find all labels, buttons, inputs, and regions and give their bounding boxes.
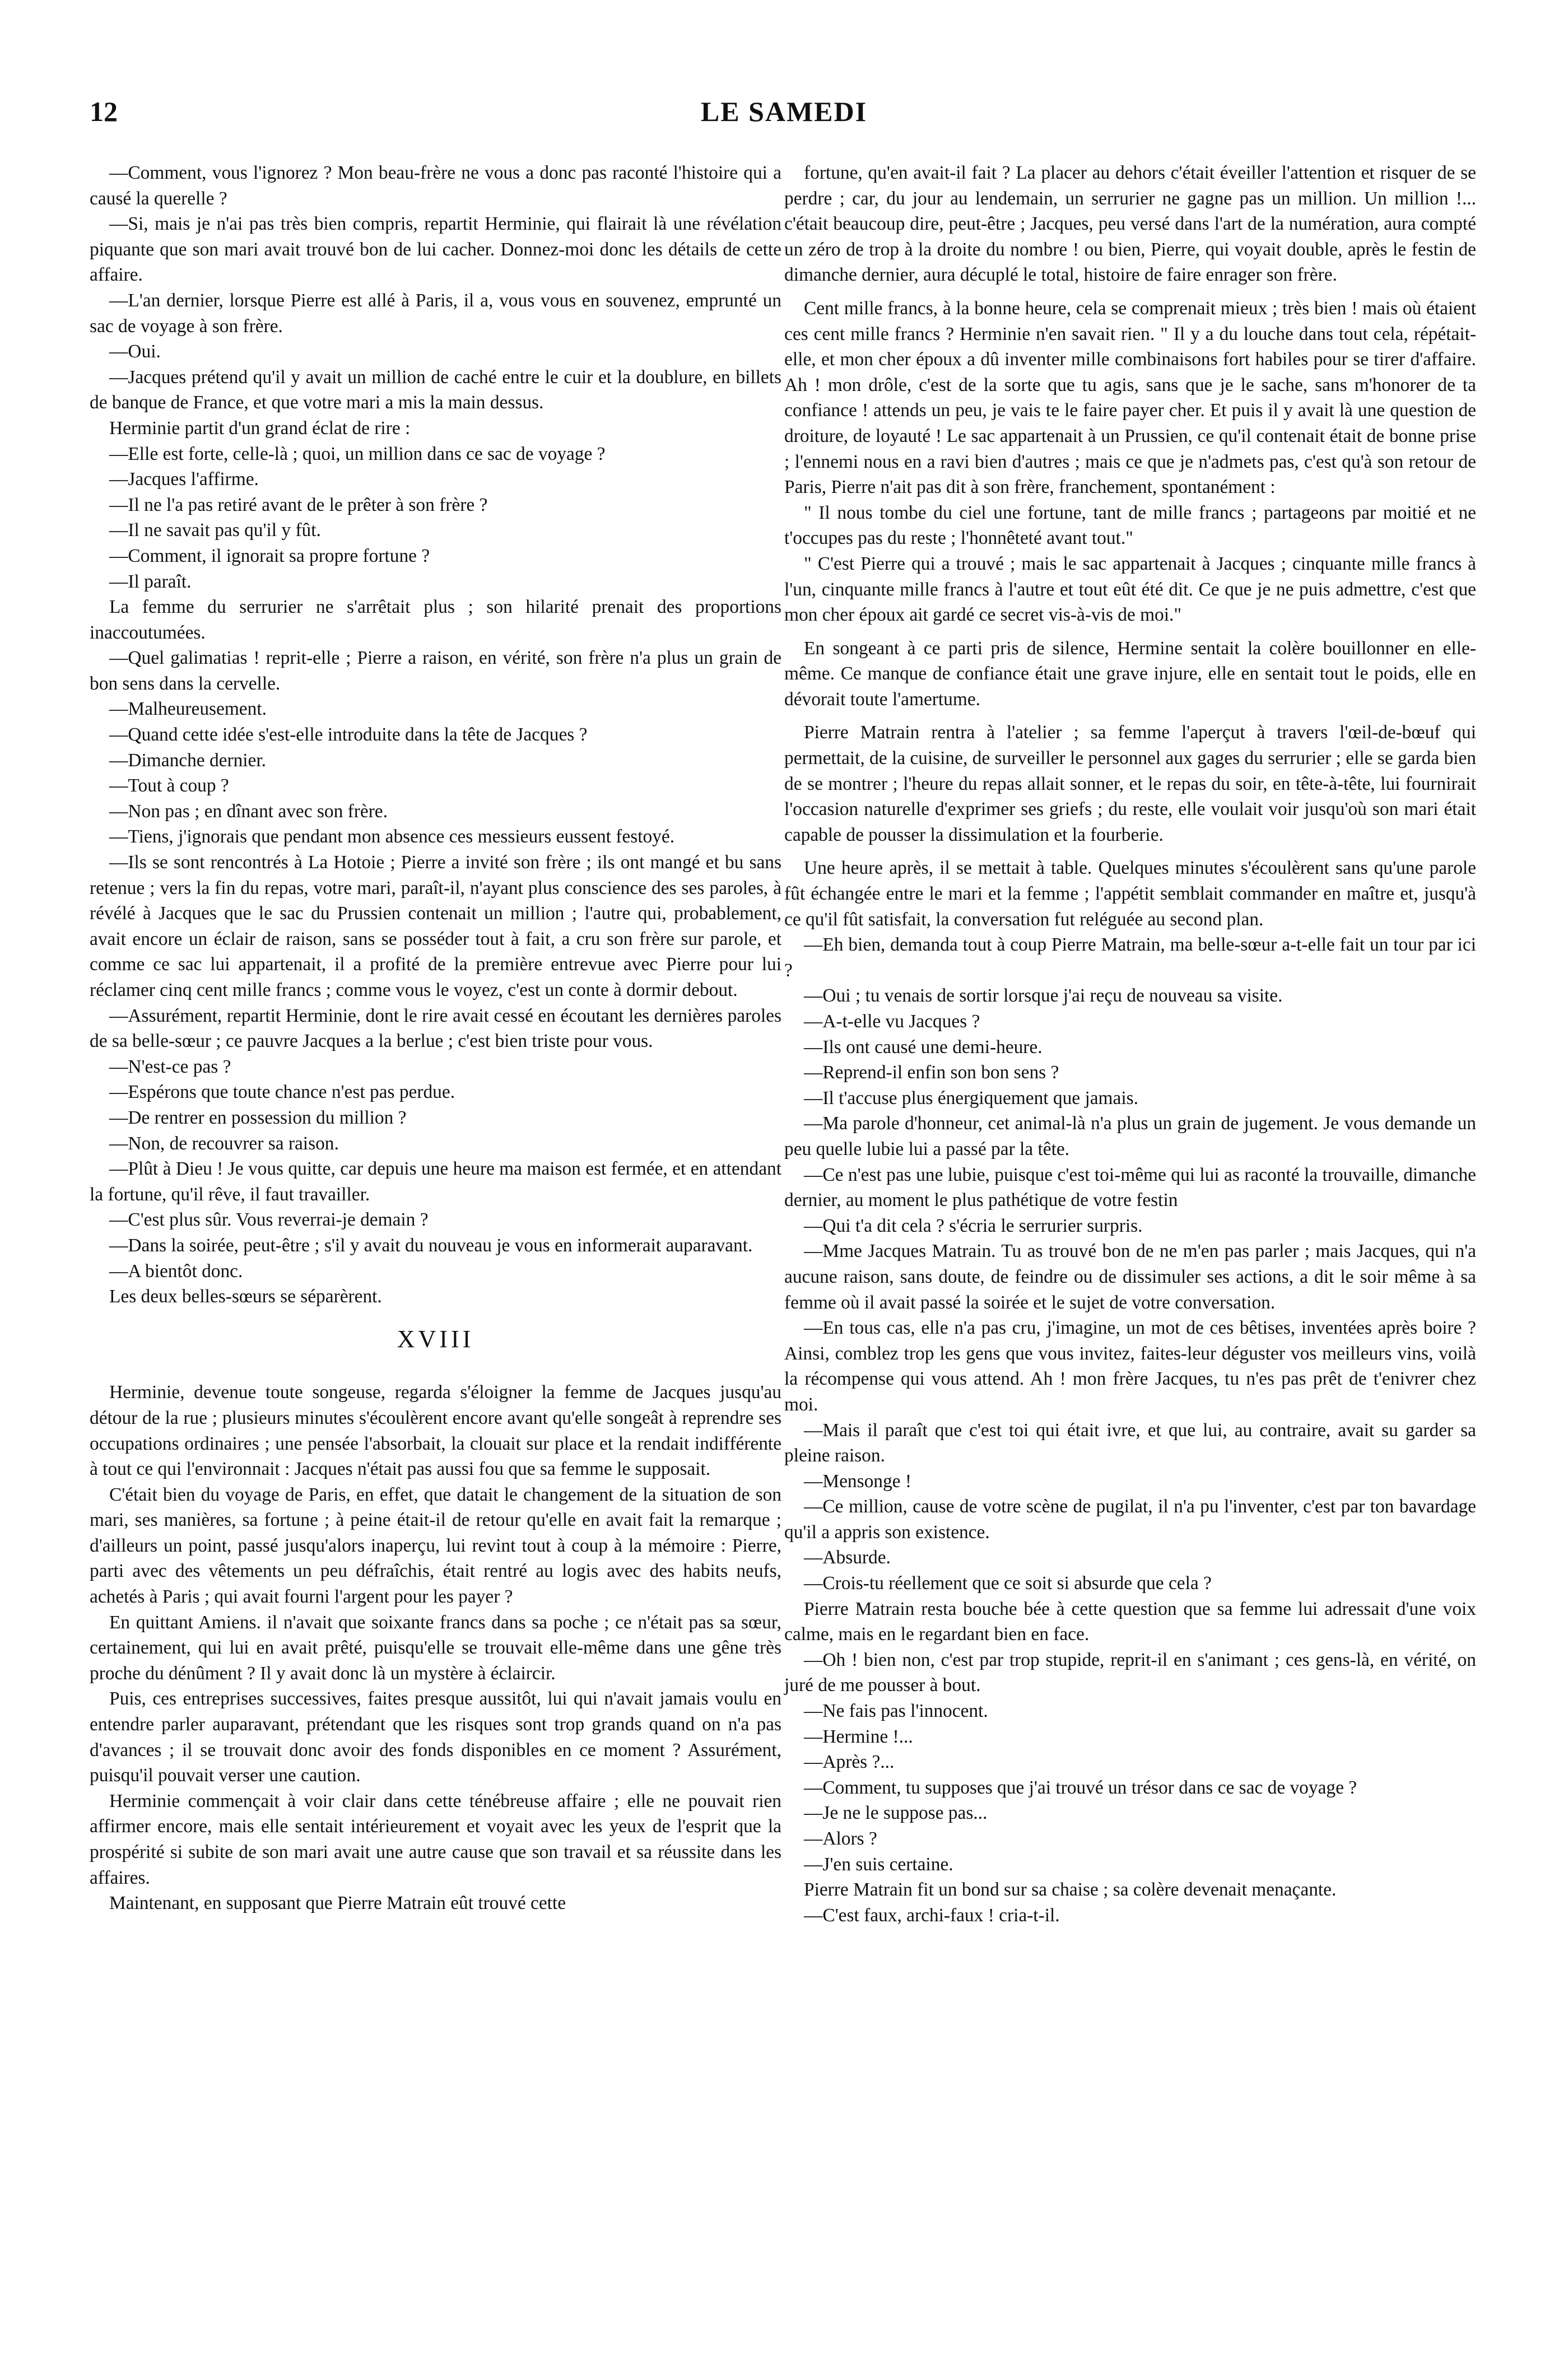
paragraph: Maintenant, en supposant que Pierre Matrain eût trouvé cette [109,1893,566,1914]
paragraph: —Oh ! bien non, c'est par trop stupide, reprit-il en s'animant ; ces gens-là, en vérité, on juré de me pousser à bout. [784,1649,1476,1696]
paragraph: —C'est plus sûr. Vous reverrai-je demain ? [109,1209,429,1231]
paragraph: —Ce million, cause de votre scène de pugilat, il n'a pu l'inventer, c'est par ton bavardage qu'il a appris son existence. [784,1496,1476,1543]
paragraph: —C'est faux, archi-faux ! cria-t-il. [804,1904,1060,1926]
left-column [90,160,781,1916]
paragraph: " Il nous tombe du ciel une fortune, tant de mille francs ; partageons par moitié et ne t'occupes pas du reste ; l'honnêteté avant tout." [784,502,1476,549]
paragraph: —Comment, il ignorait sa propre fortune ? [109,545,430,566]
paragraph: —Tiens, j'ignorais que pendant mon absence ces messieurs eussent festoyé. [109,826,675,847]
paragraph: —J'en suis certaine. [804,1854,953,1875]
paragraph: —Jacques l'affirme. [109,469,259,490]
paragraph: —Dans la soirée, peut-être ; s'il y avait du nouveau je vous en informerait auparavant. [109,1235,753,1256]
paragraph: Herminie commençait à voir clair dans cette ténébreuse affaire ; elle ne pouvait rien affirmer encore, mais elle sentait intérieurement et voyait avec les yeux de l'esprit que la prospérité si subite de son mari avait une autre cause que son travail et sa réussite dans les affaires. [90,1790,781,1888]
paragraph: —Il ne l'a pas retiré avant de le prêter à son frère ? [109,494,488,515]
paragraph: —Alors ? [804,1828,877,1849]
paragraph: Herminie partit d'un grand éclat de rire : [109,417,411,439]
paragraph: En songeant à ce parti pris de silence, Hermine sentait la colère bouillonner en elle-même. Ce manque de confiance était une grave injure, elle en sentait tout le poids, elle en dévorait toute l'amertume. [784,637,1476,710]
paragraph: Une heure après, il se mettait à table. Quelques minutes s'écoulèrent sans qu'une parole fût échangée entre le mari et la femme ; l'appétit semblait commander en maître et, jusqu'à ce qu'il fût satisfait, la conversation fut reléguée au second plan. [784,858,1476,930]
paragraph: —Oui. [109,341,161,362]
paragraph: —Ils se sont rencontrés à La Hotoie ; Pierre a invité son frère ; ils ont mangé et bu sans retenue ; vers la fin du repas, votre mari, paraît-il, n'ayant plus conscience des ses paroles, à révélé à Jacques que le sac du Prussien contenait un million ; l'autre qui, probablement, avait encore un éclair de raison, sans se posséder tout à fait, a cru son frère sur parole, et comme ce sac lui appartenait, il a profité de la première entrevue avec Pierre pour lui réclamer cinq cent mille francs ; comme vous le voyez, c'est un conte à dormir debout. [90,852,781,1000]
paragraph: Puis, ces entreprises successives, faites presque aussitôt, lui qui n'avait jamais voulu en entendre parler auparavant, prétendant que les risques sont trop grands quand on n'a pas d'avances ; il se trouvait donc avoir des fonds disponibles en ce moment ? Assurément, puisqu'il pouvait verser une caution. [90,1688,781,1786]
chapter-heading: XVIII [397,1325,474,1353]
paragraph: —Non, de recouvrer sa raison. [109,1133,339,1154]
paragraph: —Ma parole d'honneur, cet animal-là n'a plus un grain de jugement. Je vous demande un peu quelle lubie lui a passé par la tête. [784,1113,1476,1159]
paragraph: —Absurde. [804,1547,891,1568]
paragraph: —Oui ; tu venais de sortir lorsque j'ai reçu de nouveau sa visite. [804,985,1283,1007]
paragraph: —Eh bien, demanda tout à coup Pierre Matrain, ma belle-sœur a-t-elle fait un tour par ici ? [784,934,1476,981]
left-column-dialogue [90,160,781,1310]
paragraph: —Ce n'est pas une lubie, puisque c'est toi-même qui lui as raconté la trouvaille, dimanche dernier, au moment le plus pathétique de votre festin [784,1164,1476,1211]
paragraph: Pierre Matrain resta bouche bée à cette question que sa femme lui adressait d'une voix calme, mais en le regardant bien en face. [784,1598,1476,1645]
paragraph: fortune, qu'en avait-il fait ? La placer au dehors c'était éveiller l'attention et risquer de se perdre ; car, du jour au lendemain, un serrurier ne gagne pas un million. Un million !... c'était beaucoup dire, peut-être ; Jacques, peu versé dans l'art de la numération, aura compté un zéro de trop à la droite du nombre ! ou bien, Pierre, qui voyait double, après le festin de dimanche dernier, aura décuplé le total, histoire de faire enrager son frère. [784,162,1476,286]
paragraph: —En tous cas, elle n'a pas cru, j'imagine, un mot de ces bêtises, inventées après boire ? Ainsi, comblez trop les gens que vous invitez, faites-leur déguster vos meilleurs vins, voilà la récompense qui vous attend. Ah ! mon frère Jacques, tu n'es pas prêt de t'enivrer chez moi. [784,1317,1476,1415]
paragraph: —Si, mais je n'ai pas très bien compris, repartit Herminie, qui flairait là une révélation piquante que son mari avait trouvé bon de lui cacher. Donnez-moi donc les détails de cette affaire. [90,213,781,286]
paragraph: —Mais il paraît que c'est toi qui était ivre, et que lui, au contraire, avait su garder sa pleine raison. [784,1419,1476,1466]
paragraph: Pierre Matrain rentra à l'atelier ; sa femme l'aperçut à travers l'œil-de-bœuf qui permettait, de la cuisine, de surveiller le personnel aux gages du serrurier ; elle se garda bien de se montrer ; l'heure du repas allait sonner, et le repas du soir, en tête-à-tête, lui fournirait l'occasion naturelle d'exprimer ses griefs ; du reste, elle voulait voir jusqu'où son mari était capable de pousser la dissimulation et la fourberie. [784,722,1476,845]
paragraph: —Assurément, repartit Herminie, dont le rire avait cessé en écoutant les dernières paroles de sa belle-sœur ; ce pauvre Jacques a la berlue ; c'est bien triste pour vous. [90,1005,781,1052]
paragraph: —A bientôt donc. [109,1260,243,1282]
paragraph: Herminie, devenue toute songeuse, regarda s'éloigner la femme de Jacques jusqu'au détour de la rue ; plusieurs minutes s'écoulèrent encore avant qu'elle songeât à reprendre ses occupations ordinaires ; une pensée l'absorbait, la clouait sur place et la rendait indifférente à tout ce qui l'environnait : Jacques n'était pas aussi fou que sa femme le supposait. [90,1382,781,1480]
paragraph: " C'est Pierre qui a trouvé ; mais le sac appartenait à Jacques ; cinquante mille francs à l'un, cinquante mille francs à l'autre et tout eût été dit. Ce que je ne puis admettre, c'est que mon cher époux ait gardé ce secret vis-à-vis de moi." [784,553,1476,626]
paragraph: —Quel galimatias ! reprit-elle ; Pierre a raison, en vérité, son frère n'a plus un grain de bon sens dans la cervelle. [90,648,781,694]
paragraph: Cent mille francs, à la bonne heure, cela se comprenait mieux ; très bien ! mais où étaient ces cent mille francs ? Herminie n'en savait rien. " Il y a du louche dans tout cela, répétait-elle, et mon cher époux a dû inventer mille combinaisons fort habiles pour se tirer d'affaire. Ah ! mon drôle, c'est de la sorte que tu agis, sans que je le sache, sans m'honorer de ta confiance ! attends un peu, je vais te le faire payer cher. Et puis il y avait là une question de droiture, de loyauté ! Le sac appartenait à un Prussien, ce qu'il contenait était de bonne prise ; l'ennemi nous en a ravi bien d'autres ; mais ce que je n'admets pas, c'est qu'à son retour de Paris, Pierre n'ait pas dit à son frère, franchement, spontanément : [784,297,1476,498]
paragraph: —Il paraît. [109,571,192,592]
paragraph: —Il ne savait pas qu'il y fût. [109,520,321,541]
paragraph: —Reprend-il enfin son bon sens ? [804,1062,1059,1083]
paragraph: —Non pas ; en dînant avec son frère. [109,800,388,822]
paragraph: —Jacques prétend qu'il y avait un million de caché entre le cuir et la doublure, en billets de banque de France, et que votre mari a mis la main dessus. [90,366,781,413]
running-title: LE SAMEDI [700,96,868,127]
paragraph: —Mensonge ! [804,1470,911,1492]
page-number: 12 [90,96,118,127]
left-column-narrative [90,1380,781,1916]
paragraph: —Tout à coup ? [109,775,229,797]
paragraph: —Qui t'a dit cela ? s'écria le serrurier surpris. [804,1215,1143,1236]
paragraph: —A-t-elle vu Jacques ? [804,1011,980,1032]
paragraph: —Crois-tu réellement que ce soit si absurde que cela ? [804,1573,1212,1594]
paragraph: —Hermine !... [804,1726,913,1747]
paragraph: —L'an dernier, lorsque Pierre est allé à Paris, il a, vous vous en souvenez, emprunté un sac de voyage à son frère. [90,290,781,337]
paragraph: —Espérons que toute chance n'est pas perdue. [109,1082,455,1103]
paragraph: C'était bien du voyage de Paris, en effet, que datait le changement de la situation de son mari, ses manières, sa fortune ; à peine était-il de retour qu'elle en avait fait la remarque ; d'ailleurs un point, passé jusqu'alors inaperçu, lui revint tout à coup à la mémoire : Pierre, parti avec des vêtements un peu défraîchis, était rentré au logis avec des habits neufs, achetés à Paris ; qui avait fourni l'argent pour les payer ? [90,1484,781,1608]
paragraph: —Après ?... [804,1752,895,1773]
paragraph: —Mme Jacques Matrain. Tu as trouvé bon de ne m'en pas parler ; mais Jacques, qui n'a aucune raison, sans doute, de feindre ou de dissimuler ses actions, a dit le soir même à sa femme où il avait passé la soirée et le sujet de votre conversation. [784,1241,1476,1313]
paragraph: —Comment, tu supposes que j'ai trouvé un trésor dans ce sac de voyage ? [804,1777,1357,1798]
paragraph: —Quand cette idée s'est-elle introduite dans la tête de Jacques ? [109,724,588,746]
paragraph: —Malheureusement. [109,698,267,720]
paragraph: —Dimanche dernier. [109,749,267,771]
paragraph: La femme du serrurier ne s'arrêtait plus ; son hilarité prenait des proportions inaccoutumées. [90,597,781,643]
right-column [784,160,1476,1928]
paragraph: Pierre Matrain fit un bond sur sa chaise ; sa colère devenait menaçante. [804,1879,1337,1901]
paragraph: En quittant Amiens. il n'avait que soixante francs dans sa poche ; ce n'était pas sa sœur, certainement, qui lui en avait prêté, puisqu'elle se trouvait elle-même dans une gêne très proche du dénûment ? Il y avait donc là un mystère à éclaircir. [90,1612,781,1684]
page-header [90,95,1478,140]
paragraph: —Ne fais pas l'innocent. [804,1701,988,1722]
paragraph: —Elle est forte, celle-là ; quoi, un million dans ce sac de voyage ? [109,443,606,464]
paragraph: —Je ne le suppose pas... [804,1803,988,1824]
paragraph: —Comment, vous l'ignorez ? Mon beau-frère ne vous a donc pas raconté l'histoire qui a causé la querelle ? [90,162,781,209]
paragraph: Les deux belles-sœurs se séparèrent. [109,1286,382,1307]
paragraph: —De rentrer en possession du million ? [109,1107,407,1128]
paragraph: —N'est-ce pas ? [109,1056,231,1077]
right-column-text [784,160,1476,1928]
paragraph: —Il t'accuse plus énergiquement que jamais. [804,1087,1138,1109]
paragraph: —Ils ont causé une demi-heure. [804,1036,1043,1058]
paragraph: —Plût à Dieu ! Je vous quitte, car depuis une heure ma maison est fermée, et en attendant la fortune, qu'il rêve, il faut travailler. [90,1158,781,1205]
